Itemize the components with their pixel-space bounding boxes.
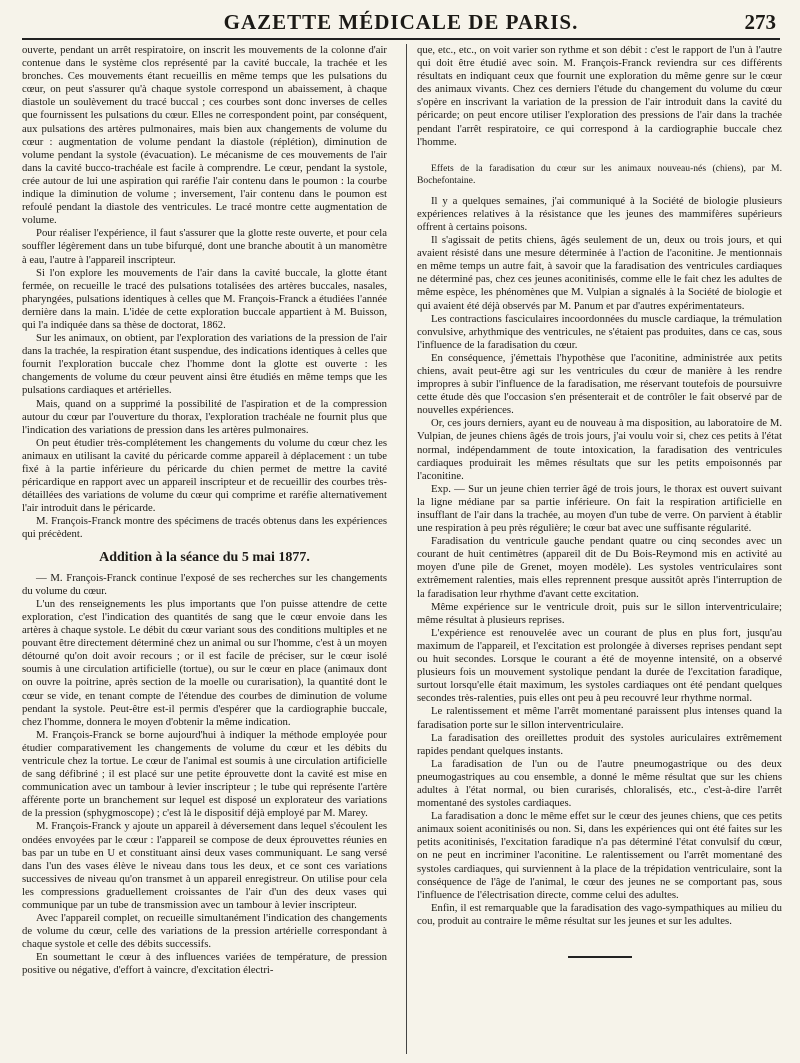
paragraph: Enfin, il est remarquable que la faradisation des vago-sympathiques au milieu du cou, produit au contraire le même résultat sur les jeunes et sur les adultes. xyxy=(417,901,782,927)
paragraph: Même expérience sur le ventricule droit, puis sur le sillon interventriculaire; même résultat à plusieurs reprises. xyxy=(417,600,782,626)
paragraph: La faradisation a donc le même effet sur le cœur des jeunes chiens, que ces petits animaux soient aconitinisés ou non. Si, dans les expériences qui ont été faites sur les petits aconitinisés, l'excitation faradique n'a pas déterminé l'état convulsif du cœur, on ne peut en incriminer l'aconitine. Le ralentissement ou l'arrêt momentané des systoles cardiaques, qui surviennent à la place de la trépidation ventriculaire, sont la conséquence de l'âge de l'animal, le cœur des jeunes ne se comportant pas, sous l'influence de l'électrisation directe, comme celui des adultes. xyxy=(417,810,782,901)
paragraph: Le ralentissement et même l'arrêt momentané paraissent plus intenses quand la faradisation porte sur le sillon interventriculaire. xyxy=(417,705,782,731)
left-column xyxy=(22,44,387,978)
end-rule xyxy=(568,956,632,958)
paragraph: Exp. — Sur un jeune chien terrier âgé de trois jours, le thorax est ouvert suivant la ligne médiane par sa partie inférieure. On fait la respiration artificielle en insufflant de l'air dans la trachée, au moyen d'un tube de verre. On parvient à établir une respiration à peu près régulière; le cœur bat avec une suffisante régularité. xyxy=(417,482,782,535)
section-heading: Effets de la faradisation du cœur sur les animaux nouveau-nés (chiens), par M. Bochefontaine. xyxy=(417,162,782,186)
section-heading: Addition à la séance du 5 mai 1877. xyxy=(99,549,310,565)
paragraph: On peut étudier très-complétement les changements du volume du cœur chez les animaux en utilisant la cavité du péricarde comme appareil à déplacement : un tube fixé à la partie inférieure du péricarde du chien permet de mettre la cavité péricardique en rapport avec un appareil inscripteur et de recueillir des courbes très-détaillées des variations de volume du cœur qui comprime et raréfie alternativement l'air introduit dans le péricarde. xyxy=(22,436,387,515)
paragraph: M. François-Franck y ajoute un appareil à déversement dans lequel s'écoulent les ondées envoyées par le cœur : l'appareil se compose de deux éprouvettes réunies en bas par un tube en U et constituant ainsi deux vases communiquant. Le sang versé dans l'un des vases élève le niveau dans tous les deux, et ce sont ces variations successives de niveau qu'on transmet à un appareil enregistreur. On utilise pour cela les compressions graduellement croissantes de l'air d'un des deux vases qui communique par un tube de transmission avec un tambour à levier inscripteur. xyxy=(22,820,387,911)
journal-title: GAZETTE MÉDICALE DE PARIS. xyxy=(223,10,579,34)
paragraph: Il s'agissait de petits chiens, âgés seulement de un, deux ou trois jours, et qui avaient résisté dans une mesure déterminée à l'action de l'aconitine. Je mentionnais en même temps un autre fait, à savoir que la faradisation des ventricules cardiaques ne déterminé pas, chez ces jeunes aconitinisés, comme elle le fait chez les adultes de même espèce, les phénomènes que M. Vulpian a signalés à la Société de biologie et qui avaient été déjà observés par M. Panum et par d'autres expérimentateurs. xyxy=(417,234,782,312)
paragraph: que, etc., etc., on voit varier son rythme et son débit : c'est le rapport de l'un à l'autre qui doit être étudié avec soin. M. François-Franck reviendra sur ces différents résultats en indiquant ceux que fournit une exploration du même genre sur le cœur des animaux vivants. Chez ces derniers l'étude du changement du volume du cœur s'opère en inscrivant la variation de la pression de l'air introduit dans la cavité du péricarde; on peut encore utiliser l'exploration des pressions de l'air dans la trachée pendant l'arrêt respiratoire, ce qui correspond à la cardiographie buccale chez l'homme. xyxy=(417,44,782,148)
paragraph: ouverte, pendant un arrêt respiratoire, on inscrit les mouvements de la colonne d'air contenue dans le système clos représenté par la cavité buccale, la trachée et les bronches. Ces mouvements étant recueillis en même temps que les pulsations du cœur, on peut s'assurer qu'à chaque systole correspond un abaissement, à chaque diastole un soulèvement du tracé buccal ; ces courbes sont donc inverses de celles que fournissent les pulsations du cœur. Elles ne correspondent point, par conséquent, aux pulsations des artères pulmonaires, mais bien aux changements de volume du cœur : augmentation de volume pendant la diastole (réplétion), diminution de volume pendant la systole (évacuation). Le mécanisme de ces mouvements de l'air dans la cavité bucco-trachéale est facile à comprendre. Le cœur, pendant la systole, crée autour de lui une aspiration qui raréfie l'air contenu dans le poumon : la courbe indique la diminution de volume ; inversement, l'air contenu dans le poumon est refoulé pendant la diastole des ventricules. Le tracé montre cette augmentation de volume. xyxy=(22,44,387,227)
paragraph: M. François-Franck se borne aujourd'hui à indiquer la méthode employée pour étudier comparativement les changements de volume du cœur et les débits du ventricule chez la tortue. Le cœur de l'animal est soumis à une circulation artificielle de sang défibriné ; il est placé sur une petite éprouvette dont la cavité est mise en communication avec un tambour à levier inscripteur ; le tube qui représente l'artère afférente porte un branchement sur lequel est disposé un explorateur des variations de la pression (sphygmoscope) ; c'est là le dispositif déjà employé par M. Marey. xyxy=(22,728,387,820)
column-divider xyxy=(406,44,407,1054)
paragraph: Or, ces jours derniers, ayant eu de nouveau à ma disposition, au laboratoire de M. Vulpian, de jeunes chiens âgés de trois jours, j'ai voulu voir si, chez ces petits à l'état normal, indépendamment de toute intoxication, la faradisation des ventricules cardiaques produirait les mêmes résultats que sur les petits empoisonnés par l'aconitine. xyxy=(417,417,782,482)
paragraph: Sur les animaux, on obtient, par l'exploration des variations de la pression de l'air dans la trachée, la respiration étant suspendue, des indications identiques à celles que fournit l'exploration buccale chez l'homme dont la glotte est ouverte : les changements de volume du cœur peuvent ainsi être étudiés en même temps que les pulsations cardiaques et artérielles. xyxy=(22,332,387,397)
page-number: 273 xyxy=(744,10,776,34)
paragraph: La faradisation de l'un ou de l'autre pneumogastrique ou des deux pneumogastriques au cou ensemble, a donné le même résultat que sur les chiens adultes à l'état normal, ou bien curarisés, chloralisés, etc., c'est-à-dire l'arrêt momentané des systoles cardiaques. xyxy=(417,757,782,810)
paragraph: L'expérience est renouvelée avec un courant de plus en plus fort, jusqu'au maximum de l'appareil, et l'excitation est prolongée à diverses reprises pendant sept ou huit secondes. Lorsque le courant a été de moyenne intensité, on a observé plusieurs fois un mouvement systolique pendant la durée de l'excitation faradique, surtout lorsqu'elle était maximum, les systoles cardiaques ont été pendant quelques secondes très-ralenties, puis elles ont peu à peu recouvré leur rhythme normal. xyxy=(417,626,782,705)
right-column xyxy=(417,44,782,958)
paragraph: Si l'on explore les mouvements de l'air dans la cavité buccale, la glotte étant fermée, on recueille le tracé des pulsations totalisées des artères buccales, nasales, pharyngées, pulsations identiques à celles que M. François-Franck a étudiées l'année dernière dans la main. L'idée de cette exploration buccale appartient à M. Buisson, qui l'a indiquée dans sa thèse de doctorat, 1862. xyxy=(22,266,387,331)
paragraph: Il y a quelques semaines, j'ai communiqué à la Société de biologie plusieurs expériences relatives à la résistance que les jeunes des mammifères supérieurs offrent à certains poisons. xyxy=(417,194,782,233)
paragraph: Faradisation du ventricule gauche pendant quatre ou cinq secondes avec un courant de huit centimètres (appareil dit de Du Bois-Reymond mis en activité au moyen d'une pile de Grenet, moyen modèle). Les systoles ventriculaires sont extrêmement ralenties, mais elles reprennent presque aussitôt après l'interruption de la faradisation leur rhythme d'avant cette excitation. xyxy=(417,535,782,600)
paragraph: En soumettant le cœur à des influences variées de température, de pression positive ou négative, d'effort à vaincre, d'excitation électri- xyxy=(22,951,387,977)
header-rule xyxy=(22,38,780,40)
paragraph: En conséquence, j'émettais l'hypothèse que l'aconitine, administrée aux petits chiens, avait peut-être agi sur les ventricules du cœur de manière à les rendre impropres à subir l'influence de la faradisation, me réservant toutefois de poursuivre cette étude dès que l'occasion s'en présenterait et de contrôler le fait observé par de nouvelles expériences. xyxy=(417,351,782,417)
paragraph: M. François-Franck montre des spécimens de tracés obtenus dans les expériences qui précèdent. xyxy=(22,515,387,541)
paragraph: Pour réaliser l'expérience, il faut s'assurer que la glotte reste ouverte, et pour cela souffler légèrement dans un tube bifurqué, dont une branche aboutit à un manomètre à eau, l'autre à l'appareil inscripteur. xyxy=(22,227,387,266)
paragraph: — M. François-Franck continue l'exposé de ses recherches sur les changements du volume du cœur. xyxy=(22,571,387,597)
page-header xyxy=(22,8,780,36)
paragraph: Les contractions fasciculaires incoordonnées du muscle cardiaque, la trémulation convulsive, arhythmique des ventricules, ne s'étaient pas produites, dans ce cas, sous l'influence de la faradisation du cœur. xyxy=(417,312,782,351)
paragraph: La faradisation des oreillettes produit des systoles auriculaires extrêmement rapides pendant quelques instants. xyxy=(417,731,782,757)
paragraph: Avec l'appareil complet, on recueille simultanément l'indication des changements de volume du cœur, celle des variations de la pression artérielle correspondant à chaque systole et celle des débits successifs. xyxy=(22,912,387,951)
paragraph: Mais, quand on a supprimé la possibilité de l'aspiration et de la compression autour du cœur par l'ouverture du thorax, l'exploration trachéale ne fournit plus que l'indication des variations de pression dans les artères pulmonaires. xyxy=(22,397,387,436)
paragraph: L'un des renseignements les plus importants que l'on puisse attendre de cette exploration, c'est l'indication des quantités de sang que le cœur envoie dans les artères à chaque systole. Le débit du cœur variant sous des conditions multiples et ne pouvant être directement déterminé chez un animal ou sur l'homme, c'est à un moyen détourné qu'on doit avoir recours ; or il est facile de préciser, sur le cœur isolé soumis à une circulation artificielle (tortue), ou sur le cœur en place (animaux dont on ouvre la poitrine, après section de la moelle ou curarisation), la quantité dont le cœur se vide, en tenant compte de l'étendue des courbes de diminution de volume pendant la systole. Peut-être est-il permis d'espérer que la cardiographie buccale, chez l'homme, donnera le moyen d'obtenir la même indication. xyxy=(22,597,387,728)
